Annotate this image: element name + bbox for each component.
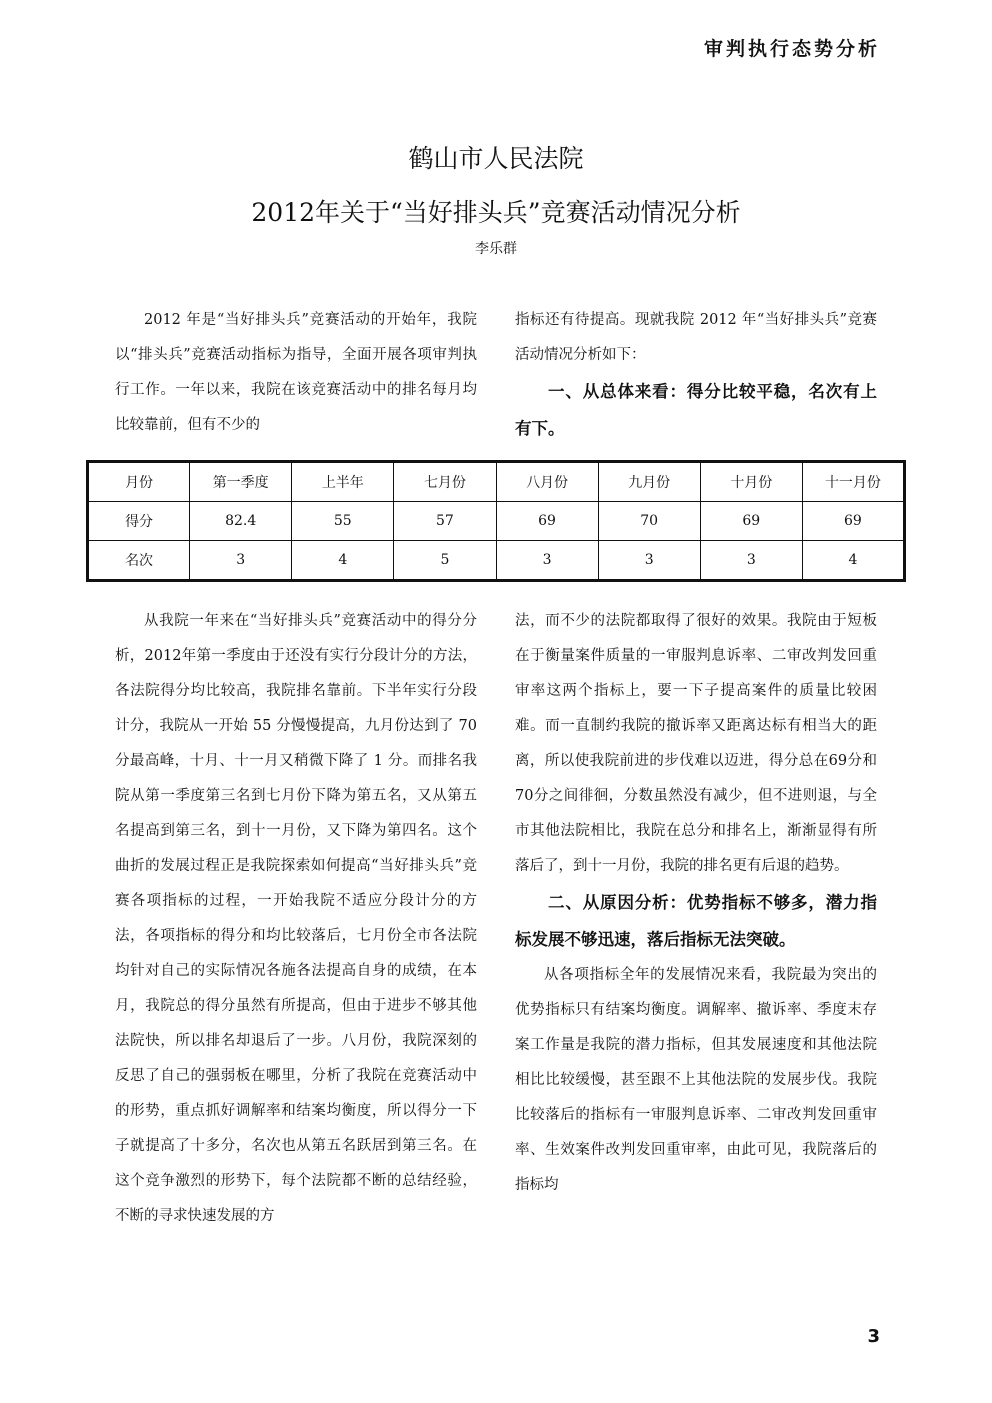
intro-left-column (115, 303, 477, 443)
table-cell: 3 (598, 541, 700, 581)
table-header-cell: 八月份 (496, 462, 598, 502)
table-header-cell: 七月份 (394, 462, 496, 502)
table-cell: 82.4 (190, 502, 292, 541)
body-right-column (515, 604, 877, 1203)
body-paragraph-right-2: 从各项指标全年的发展情况来看，我院最为突出的优势指标只有结案均衡度。调解率、撤诉率、季度末存案工作量是我院的潜力指标，但其发展速度和其他法院相比比较缓慢，甚至跟不上其他法院的发展步伐。我院比较落后的指标有一审服判息诉率、二审改判发回重审率、生效案件改判发回重审率，由此可见，我院落后的指标均 (515, 967, 877, 1193)
table-header-cell: 九月份 (598, 462, 700, 502)
document-title-line1: 鹤山市人民法院 (408, 144, 584, 173)
body-paragraph-left: 从我院一年来在“当好排头兵”竞赛活动中的得分分析，2012年第一季度由于还没有实行分段计分的方法，各法院得分均比较高，我院排名靠前。下半年实行分段计分，我院从一开始 55 分慢慢提高，九月份达到了 70 分最高峰，十月、十一月又稍微下降了 1 分。而排名我院从第一季度第三名到七月份下降为第五名，又从第五名提高到第三名，到十一月份，又下降为第四名。这个曲折的发展过程正是我院探索如何提高“当好排头兵”竞赛各项指标的过程，一开始我院不适应分段计分的方法，各项指标的得分和均比较落后，七月份全市各法院均针对自己的实际情况各施各法提高自身的成绩，在本月，我院总的得分虽然有所提高，但由于进步不够其他法院快，所以排名却退后了一步。八月份，我院深刻的反思了自己的强弱板在哪里，分析了我院在竞赛活动中的形势，重点抓好调解率和结案均衡度，所以得分一下子就提高了十多分，名次也从第五名跃居到第三名。在这个竞争激烈的形势下，每个法院都不断的总结经验，不断的寻求快速发展的方 (115, 613, 477, 1224)
table-header-cell: 第一季度 (190, 462, 292, 502)
table-cell: 得分 (88, 502, 190, 541)
score-rank-table (86, 460, 906, 582)
table-cell: 69 (496, 502, 598, 541)
intro-right-column (515, 303, 877, 447)
table-cell: 69 (700, 502, 802, 541)
body-paragraph-right-1: 法，而不少的法院都取得了很好的效果。我院由于短板在于衡量案件质量的一审服判息诉率、二审改判发回重审率这两个指标上，要一下子提高案件的质量比较困难。而一直制约我院的撤诉率又距离达标有相当大的距离，所以使我院前进的步伐难以迈进，得分总在69分和70分之间徘徊，分数虽然没有减少，但不进则退，与全市其他法院相比，我院在总分和排名上，渐渐显得有所落后了，到十一月份，我院的排名更有后退的趋势。 (515, 613, 877, 874)
author-name: 李乐群 (475, 241, 517, 257)
intro-paragraph-right: 指标还有待提高。现就我院 2012 年“当好排头兵”竞赛活动情况分析如下： (515, 312, 877, 363)
table-header-cell: 十月份 (700, 462, 802, 502)
table-cell: 55 (292, 502, 394, 541)
table-row-score (88, 502, 905, 541)
table-row-rank (88, 541, 905, 581)
table-cell: 3 (496, 541, 598, 581)
title-block (0, 140, 992, 258)
section-heading-2: 二、从原因分析：优势指标不够多，潜力指标发展不够迅速，落后指标无法突破。 (515, 893, 877, 949)
running-header: 审判执行态势分析 (703, 38, 880, 60)
table-header-cell: 月份 (88, 462, 190, 502)
table-cell: 3 (190, 541, 292, 581)
table-header-row (88, 462, 905, 502)
body-left-column (115, 604, 477, 1234)
document-title-line2: 2012年关于“当好排头兵”竞赛活动情况分析 (251, 198, 741, 227)
table-cell: 69 (802, 502, 904, 541)
table-cell: 4 (802, 541, 904, 581)
table-cell: 4 (292, 541, 394, 581)
page-number: 3 (867, 1326, 880, 1347)
table-cell: 名次 (88, 541, 190, 581)
intro-paragraph-left: 2012 年是“当好排头兵”竞赛活动的开始年，我院以“排头兵”竞赛活动指标为指导，全面开展各项审判执行工作。一年以来，我院在该竞赛活动中的排名每月均比较靠前，但有不少的 (115, 312, 477, 433)
table-cell: 3 (700, 541, 802, 581)
table-cell: 5 (394, 541, 496, 581)
section-heading-1: 一、从总体来看：得分比较平稳，名次有上有下。 (515, 382, 877, 438)
table-header-cell: 上半年 (292, 462, 394, 502)
table-header-cell: 十一月份 (802, 462, 904, 502)
table-cell: 70 (598, 502, 700, 541)
table-cell: 57 (394, 502, 496, 541)
